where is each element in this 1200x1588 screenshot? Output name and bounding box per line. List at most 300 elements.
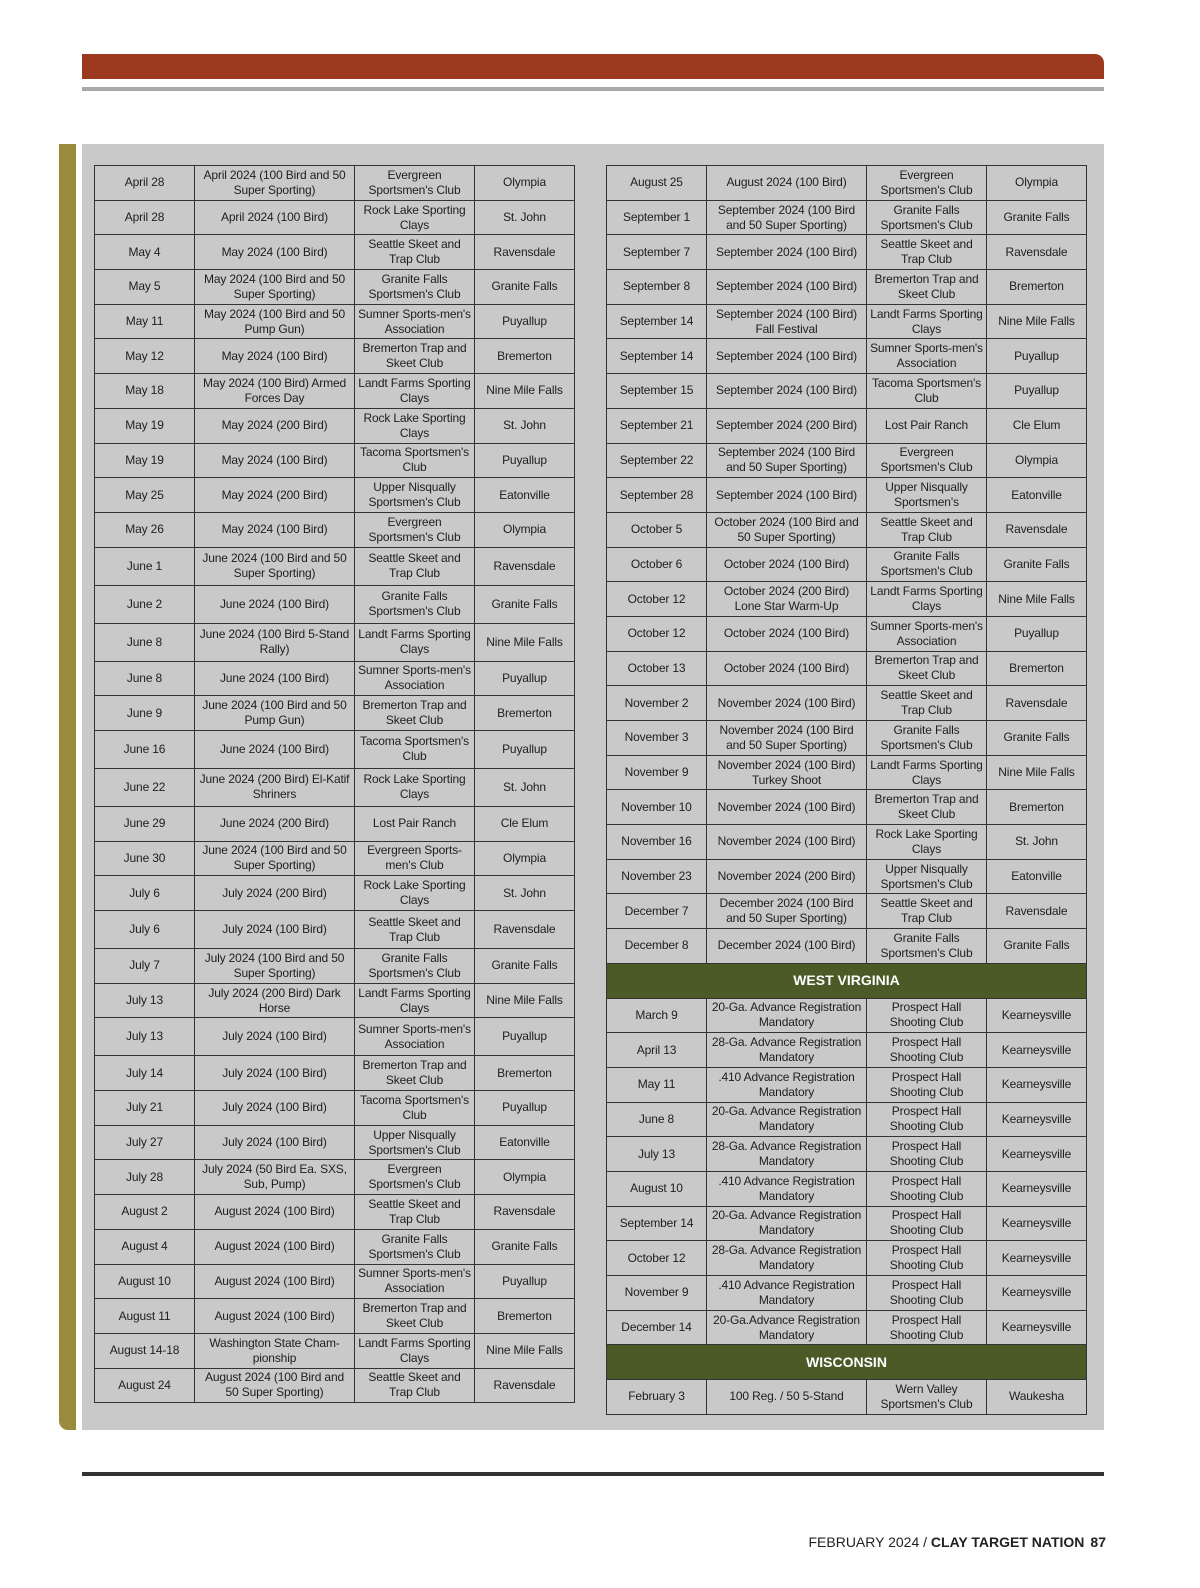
city-cell: Bremerton: [987, 270, 1087, 305]
date-cell: May 11: [607, 1067, 707, 1102]
city-cell: St. John: [475, 200, 575, 235]
city-cell: Eatonville: [475, 1125, 575, 1160]
city-cell: Cle Elum: [987, 408, 1087, 443]
date-cell: July 27: [95, 1125, 195, 1160]
date-cell: September 22: [607, 443, 707, 478]
club-cell: Granite Falls Sportsmen's Club: [867, 929, 987, 964]
footer-rule: [82, 1472, 1104, 1476]
event-cell: November 2024 (100 Bird): [707, 790, 867, 825]
city-cell: Granite Falls: [475, 585, 575, 623]
table-row: [95, 1368, 575, 1403]
event-cell: September 2024 (100 Bird): [707, 339, 867, 374]
event-cell: Washington State Cham-pionship: [195, 1333, 355, 1368]
club-cell: Sumner Sports-men's Association: [867, 339, 987, 374]
club-cell: Granite Falls Sportsmen's Club: [867, 200, 987, 235]
table-row: [607, 929, 1087, 964]
date-cell: September 8: [607, 270, 707, 305]
table-row: [607, 200, 1087, 235]
club-cell: Landt Farms Sporting Clays: [867, 755, 987, 790]
event-cell: September 2024 (100 Bird): [707, 235, 867, 270]
event-cell: July 2024 (100 Bird): [195, 1018, 355, 1056]
table-row: [95, 696, 575, 731]
city-cell: Olympia: [987, 443, 1087, 478]
event-cell: September 2024 (100 Bird): [707, 270, 867, 305]
event-cell: November 2024 (100 Bird): [707, 825, 867, 860]
club-cell: Rock Lake Sporting Clays: [355, 408, 475, 443]
date-cell: February 3: [607, 1380, 707, 1415]
city-cell: Puyallup: [475, 730, 575, 768]
table-row: [607, 235, 1087, 270]
club-cell: Prospect Hall Shooting Club: [867, 1206, 987, 1241]
table-row: [95, 235, 575, 270]
date-cell: June 22: [95, 768, 195, 806]
header-rule: [82, 87, 1104, 91]
footer-separator: /: [919, 1534, 931, 1550]
event-cell: August 2024 (100 Bird and 50 Super Sporting): [195, 1368, 355, 1403]
state-header-row: [607, 1345, 1087, 1380]
table-row: [607, 616, 1087, 651]
table-row: [95, 1125, 575, 1160]
date-cell: November 23: [607, 859, 707, 894]
city-cell: Nine Mile Falls: [475, 623, 575, 661]
event-cell: August 2024 (100 Bird): [195, 1299, 355, 1334]
city-cell: Granite Falls: [987, 547, 1087, 582]
left-accent-bar: [59, 144, 76, 1430]
club-cell: Sumner Sports-men's Association: [355, 661, 475, 696]
table-row: [607, 443, 1087, 478]
table-row: [95, 1018, 575, 1056]
club-cell: Granite Falls Sportsmen's Club: [867, 721, 987, 756]
city-cell: Kearneysville: [987, 1033, 1087, 1068]
date-cell: October 12: [607, 1241, 707, 1276]
table-row: [95, 200, 575, 235]
table-row: [95, 1299, 575, 1334]
date-cell: July 13: [95, 1018, 195, 1056]
date-cell: May 18: [95, 374, 195, 409]
club-cell: Prospect Hall Shooting Club: [867, 1171, 987, 1206]
footer-issue: FEBRUARY 2024: [808, 1534, 920, 1550]
date-cell: September 14: [607, 304, 707, 339]
city-cell: Bremerton: [987, 651, 1087, 686]
club-cell: Sumner Sports-men's Association: [355, 1018, 475, 1056]
city-cell: Olympia: [475, 512, 575, 547]
table-row: [607, 651, 1087, 686]
city-cell: Olympia: [475, 1160, 575, 1195]
city-cell: Ravensdale: [987, 512, 1087, 547]
club-cell: Seattle Skeet and Trap Club: [867, 686, 987, 721]
date-cell: September 21: [607, 408, 707, 443]
club-cell: Landt Farms Sporting Clays: [355, 983, 475, 1018]
city-cell: Puyallup: [475, 1018, 575, 1056]
table-row: [95, 1229, 575, 1264]
page-footer: [808, 1534, 1106, 1550]
city-cell: Olympia: [475, 841, 575, 876]
date-cell: November 16: [607, 825, 707, 860]
club-cell: Tacoma Sportsmen's Club: [867, 374, 987, 409]
city-cell: Puyallup: [987, 374, 1087, 409]
date-cell: November 9: [607, 755, 707, 790]
city-cell: Puyallup: [987, 339, 1087, 374]
table-row: [95, 983, 575, 1018]
event-cell: September 2024 (100 Bird and 50 Super Sporting): [707, 443, 867, 478]
event-cell: May 2024 (100 Bird and 50 Pump Gun): [195, 304, 355, 339]
event-cell: June 2024 (200 Bird): [195, 806, 355, 841]
state-header: WEST VIRGINIA: [607, 963, 1087, 998]
city-cell: Granite Falls: [475, 1229, 575, 1264]
event-cell: September 2024 (100 Bird) Fall Festival: [707, 304, 867, 339]
date-cell: May 11: [95, 304, 195, 339]
city-cell: Ravensdale: [987, 894, 1087, 929]
table-row: [607, 1137, 1087, 1172]
event-cell: June 2024 (100 Bird): [195, 661, 355, 696]
club-cell: Landt Farms Sporting Clays: [355, 623, 475, 661]
city-cell: Bremerton: [475, 696, 575, 731]
city-cell: Nine Mile Falls: [987, 582, 1087, 617]
date-cell: June 16: [95, 730, 195, 768]
club-cell: Wern Valley Sportsmen's Club: [867, 1380, 987, 1415]
club-cell: Evergreen Sportsmen's Club: [355, 512, 475, 547]
event-cell: October 2024 (100 Bird and 50 Super Sporting): [707, 512, 867, 547]
event-cell: June 2024 (100 Bird and 50 Super Sporting): [195, 841, 355, 876]
city-cell: Granite Falls: [987, 200, 1087, 235]
date-cell: September 28: [607, 478, 707, 513]
table-row: [607, 270, 1087, 305]
city-cell: Olympia: [987, 166, 1087, 201]
event-cell: July 2024 (200 Bird): [195, 876, 355, 911]
event-cell: July 2024 (100 Bird): [195, 1056, 355, 1091]
city-cell: Puyallup: [475, 443, 575, 478]
event-cell: August 2024 (100 Bird): [707, 166, 867, 201]
table-row: [607, 1310, 1087, 1345]
date-cell: March 9: [607, 998, 707, 1033]
event-cell: 20-Ga. Advance Registration Mandatory: [707, 998, 867, 1033]
city-cell: Ravensdale: [987, 686, 1087, 721]
club-cell: Landt Farms Sporting Clays: [867, 582, 987, 617]
date-cell: August 11: [95, 1299, 195, 1334]
event-cell: June 2024 (100 Bird and 50 Pump Gun): [195, 696, 355, 731]
club-cell: Prospect Hall Shooting Club: [867, 1067, 987, 1102]
date-cell: November 3: [607, 721, 707, 756]
event-cell: August 2024 (100 Bird): [195, 1264, 355, 1299]
date-cell: September 14: [607, 1206, 707, 1241]
event-cell: 100 Reg. / 50 5-Stand: [707, 1380, 867, 1415]
club-cell: Upper Nisqually Sportsmen's Club: [355, 1125, 475, 1160]
event-cell: October 2024 (100 Bird): [707, 547, 867, 582]
table-row: [607, 547, 1087, 582]
date-cell: July 28: [95, 1160, 195, 1195]
club-cell: Seattle Skeet and Trap Club: [355, 235, 475, 270]
table-row: [607, 686, 1087, 721]
club-cell: Evergreen Sportsmen's Club: [355, 1160, 475, 1195]
table-row: [95, 166, 575, 201]
table-row: [607, 894, 1087, 929]
city-cell: Kearneysville: [987, 1102, 1087, 1137]
city-cell: Cle Elum: [475, 806, 575, 841]
event-cell: May 2024 (200 Bird): [195, 478, 355, 513]
date-cell: August 25: [607, 166, 707, 201]
table-row: [95, 270, 575, 305]
date-cell: July 6: [95, 876, 195, 911]
city-cell: Nine Mile Falls: [475, 983, 575, 1018]
club-cell: Landt Farms Sporting Clays: [867, 304, 987, 339]
club-cell: Seattle Skeet and Trap Club: [355, 911, 475, 949]
club-cell: Seattle Skeet and Trap Club: [867, 235, 987, 270]
event-cell: June 2024 (100 Bird): [195, 730, 355, 768]
table-row: [95, 949, 575, 984]
event-cell: August 2024 (100 Bird): [195, 1195, 355, 1230]
date-cell: August 10: [607, 1171, 707, 1206]
table-row: [95, 374, 575, 409]
date-cell: June 8: [95, 661, 195, 696]
date-cell: August 10: [95, 1264, 195, 1299]
date-cell: June 9: [95, 696, 195, 731]
table-row: [607, 1380, 1087, 1415]
date-cell: May 4: [95, 235, 195, 270]
event-cell: June 2024 (100 Bird and 50 Super Sporting): [195, 547, 355, 585]
club-cell: Prospect Hall Shooting Club: [867, 1310, 987, 1345]
event-cell: 28-Ga. Advance Registration Mandatory: [707, 1137, 867, 1172]
event-cell: September 2024 (100 Bird): [707, 478, 867, 513]
event-cell: .410 Advance Registration Mandatory: [707, 1067, 867, 1102]
club-cell: Tacoma Sportsmen's Club: [355, 1091, 475, 1126]
table-row: [95, 768, 575, 806]
club-cell: Seattle Skeet and Trap Club: [867, 512, 987, 547]
club-cell: Lost Pair Ranch: [867, 408, 987, 443]
date-cell: August 2: [95, 1195, 195, 1230]
date-cell: July 14: [95, 1056, 195, 1091]
club-cell: Seattle Skeet and Trap Club: [355, 1368, 475, 1403]
event-cell: May 2024 (100 Bird and 50 Super Sporting): [195, 270, 355, 305]
date-cell: September 7: [607, 235, 707, 270]
club-cell: Sumner Sports-men's Association: [355, 304, 475, 339]
table-row: [607, 859, 1087, 894]
date-cell: May 5: [95, 270, 195, 305]
date-cell: October 12: [607, 582, 707, 617]
club-cell: Tacoma Sportsmen's Club: [355, 730, 475, 768]
club-cell: Granite Falls Sportsmen's Club: [355, 270, 475, 305]
schedule-table-left: [94, 165, 575, 1403]
event-cell: June 2024 (200 Bird) El-Katif Shriners: [195, 768, 355, 806]
event-cell: 20-Ga. Advance Registration Mandatory: [707, 1206, 867, 1241]
table-row: [95, 911, 575, 949]
event-cell: May 2024 (100 Bird) Armed Forces Day: [195, 374, 355, 409]
city-cell: Bremerton: [475, 339, 575, 374]
city-cell: Kearneysville: [987, 1310, 1087, 1345]
club-cell: Prospect Hall Shooting Club: [867, 1241, 987, 1276]
event-cell: May 2024 (100 Bird): [195, 339, 355, 374]
table-row: [95, 1160, 575, 1195]
date-cell: August 4: [95, 1229, 195, 1264]
date-cell: September 15: [607, 374, 707, 409]
city-cell: Puyallup: [475, 661, 575, 696]
event-cell: July 2024 (100 Bird and 50 Super Sporting): [195, 949, 355, 984]
city-cell: Nine Mile Falls: [987, 755, 1087, 790]
city-cell: Kearneysville: [987, 1206, 1087, 1241]
city-cell: Nine Mile Falls: [475, 1333, 575, 1368]
table-row: [95, 512, 575, 547]
city-cell: Ravensdale: [475, 235, 575, 270]
table-row: [607, 721, 1087, 756]
club-cell: Evergreen Sportsmen's Club: [867, 166, 987, 201]
club-cell: Rock Lake Sporting Clays: [355, 876, 475, 911]
date-cell: June 1: [95, 547, 195, 585]
table-row: [95, 1091, 575, 1126]
date-cell: May 25: [95, 478, 195, 513]
event-cell: 20-Ga. Advance Registration Mandatory: [707, 1102, 867, 1137]
city-cell: Ravensdale: [475, 1195, 575, 1230]
header-color-bar: [82, 54, 1104, 79]
event-cell: November 2024 (100 Bird and 50 Super Sporting): [707, 721, 867, 756]
table-row: [607, 478, 1087, 513]
date-cell: October 6: [607, 547, 707, 582]
city-cell: Puyallup: [987, 616, 1087, 651]
table-row: [95, 1195, 575, 1230]
table-row: [607, 1206, 1087, 1241]
table-row: [95, 841, 575, 876]
club-cell: Rock Lake Sporting Clays: [355, 200, 475, 235]
club-cell: Bremerton Trap and Skeet Club: [355, 696, 475, 731]
event-cell: September 2024 (100 Bird): [707, 374, 867, 409]
city-cell: Bremerton: [475, 1299, 575, 1334]
club-cell: Prospect Hall Shooting Club: [867, 998, 987, 1033]
table-row: [607, 790, 1087, 825]
club-cell: Rock Lake Sporting Clays: [355, 768, 475, 806]
table-row: [607, 1171, 1087, 1206]
table-row: [95, 1333, 575, 1368]
date-cell: December 7: [607, 894, 707, 929]
table-row: [607, 998, 1087, 1033]
table-row: [95, 1056, 575, 1091]
table-row: [95, 806, 575, 841]
event-cell: November 2024 (200 Bird): [707, 859, 867, 894]
club-cell: Granite Falls Sportsmen's Club: [355, 1229, 475, 1264]
state-header-row: [607, 963, 1087, 998]
date-cell: June 8: [95, 623, 195, 661]
city-cell: Ravensdale: [987, 235, 1087, 270]
club-cell: Seattle Skeet and Trap Club: [355, 1195, 475, 1230]
city-cell: Nine Mile Falls: [475, 374, 575, 409]
table-row: [607, 825, 1087, 860]
date-cell: April 28: [95, 166, 195, 201]
event-cell: September 2024 (200 Bird): [707, 408, 867, 443]
city-cell: Kearneysville: [987, 1171, 1087, 1206]
date-cell: May 26: [95, 512, 195, 547]
date-cell: July 21: [95, 1091, 195, 1126]
schedule-table-right: [606, 165, 1087, 1415]
date-cell: May 19: [95, 408, 195, 443]
footer-magazine-name: CLAY TARGET NATION: [930, 1534, 1085, 1550]
event-cell: April 2024 (100 Bird): [195, 200, 355, 235]
date-cell: July 13: [95, 983, 195, 1018]
date-cell: July 6: [95, 911, 195, 949]
event-cell: June 2024 (100 Bird): [195, 585, 355, 623]
club-cell: Bremerton Trap and Skeet Club: [867, 651, 987, 686]
date-cell: June 2: [95, 585, 195, 623]
table-row: [95, 876, 575, 911]
date-cell: April 13: [607, 1033, 707, 1068]
event-cell: July 2024 (100 Bird): [195, 1125, 355, 1160]
event-cell: October 2024 (200 Bird) Lone Star Warm-Up: [707, 582, 867, 617]
club-cell: Upper Nisqually Sportsmen's: [867, 478, 987, 513]
club-cell: Evergreen Sports-men's Club: [355, 841, 475, 876]
city-cell: Granite Falls: [987, 929, 1087, 964]
event-cell: December 2024 (100 Bird and 50 Super Sporting): [707, 894, 867, 929]
date-cell: October 5: [607, 512, 707, 547]
city-cell: Puyallup: [475, 304, 575, 339]
table-row: [607, 512, 1087, 547]
city-cell: Ravensdale: [475, 911, 575, 949]
club-cell: Bremerton Trap and Skeet Club: [355, 1056, 475, 1091]
city-cell: St. John: [475, 876, 575, 911]
city-cell: St. John: [475, 768, 575, 806]
city-cell: Puyallup: [475, 1091, 575, 1126]
table-row: [607, 1276, 1087, 1311]
club-cell: Sumner Sports-men's Association: [867, 616, 987, 651]
club-cell: Sumner Sports-men's Association: [355, 1264, 475, 1299]
event-cell: .410 Advance Registration Mandatory: [707, 1276, 867, 1311]
city-cell: St. John: [987, 825, 1087, 860]
club-cell: Granite Falls Sportsmen's Club: [867, 547, 987, 582]
table-row: [607, 304, 1087, 339]
table-row: [607, 1033, 1087, 1068]
date-cell: August 14-18: [95, 1333, 195, 1368]
event-cell: May 2024 (100 Bird): [195, 443, 355, 478]
date-cell: June 29: [95, 806, 195, 841]
club-cell: Lost Pair Ranch: [355, 806, 475, 841]
date-cell: August 24: [95, 1368, 195, 1403]
city-cell: Granite Falls: [987, 721, 1087, 756]
city-cell: Kearneysville: [987, 1276, 1087, 1311]
date-cell: October 13: [607, 651, 707, 686]
date-cell: December 14: [607, 1310, 707, 1345]
event-cell: August 2024 (100 Bird): [195, 1229, 355, 1264]
table-row: [607, 374, 1087, 409]
event-cell: June 2024 (100 Bird 5-Stand Rally): [195, 623, 355, 661]
table-row: [607, 166, 1087, 201]
date-cell: November 9: [607, 1276, 707, 1311]
city-cell: Ravensdale: [475, 547, 575, 585]
city-cell: Nine Mile Falls: [987, 304, 1087, 339]
city-cell: St. John: [475, 408, 575, 443]
club-cell: Evergreen Sportsmen's Club: [867, 443, 987, 478]
table-row: [95, 478, 575, 513]
event-cell: November 2024 (100 Bird): [707, 686, 867, 721]
event-cell: May 2024 (200 Bird): [195, 408, 355, 443]
table-row: [607, 408, 1087, 443]
date-cell: December 8: [607, 929, 707, 964]
table-row: [607, 582, 1087, 617]
date-cell: October 12: [607, 616, 707, 651]
club-cell: Prospect Hall Shooting Club: [867, 1137, 987, 1172]
event-cell: November 2024 (100 Bird) Turkey Shoot: [707, 755, 867, 790]
page-number: 87: [1090, 1534, 1106, 1550]
event-cell: 28-Ga. Advance Registration Mandatory: [707, 1241, 867, 1276]
table-row: [95, 730, 575, 768]
event-cell: July 2024 (100 Bird): [195, 1091, 355, 1126]
club-cell: Prospect Hall Shooting Club: [867, 1102, 987, 1137]
table-row: [607, 1102, 1087, 1137]
table-row: [95, 623, 575, 661]
date-cell: May 19: [95, 443, 195, 478]
city-cell: Puyallup: [475, 1264, 575, 1299]
city-cell: Olympia: [475, 166, 575, 201]
table-row: [95, 408, 575, 443]
date-cell: June 30: [95, 841, 195, 876]
club-cell: Rock Lake Sporting Clays: [867, 825, 987, 860]
table-row: [95, 339, 575, 374]
event-cell: April 2024 (100 Bird and 50 Super Sporting): [195, 166, 355, 201]
club-cell: Landt Farms Sporting Clays: [355, 374, 475, 409]
